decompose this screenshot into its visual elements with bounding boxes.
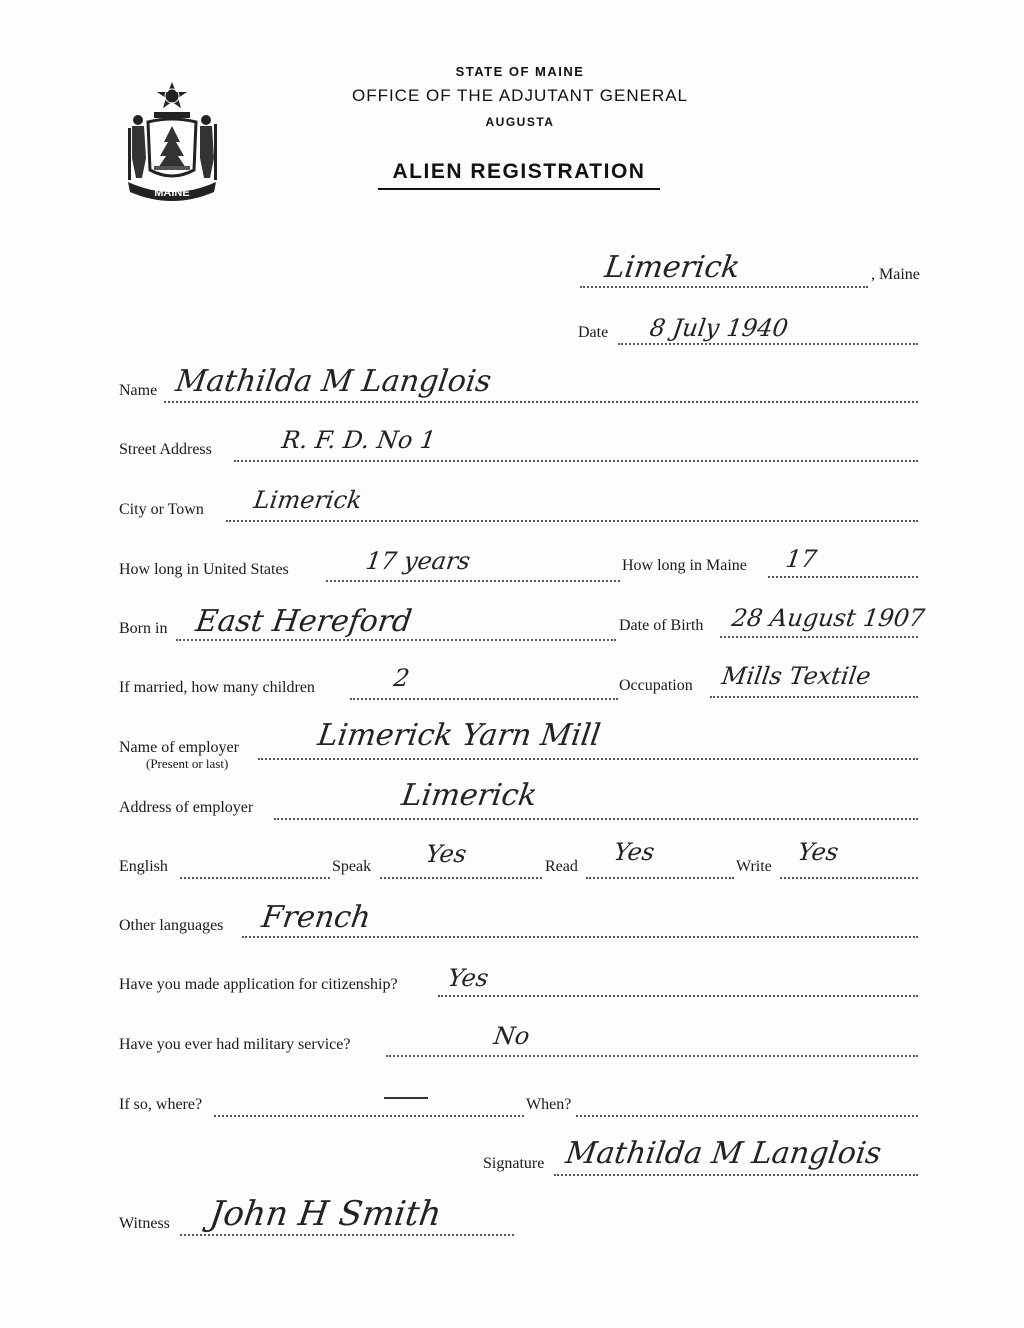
name-line xyxy=(164,401,918,403)
speak-value: Yes xyxy=(424,840,469,868)
english-label: English xyxy=(119,858,168,875)
read-value: Yes xyxy=(612,838,657,866)
how-long-us-value: 17 years xyxy=(364,547,472,575)
english-line xyxy=(180,877,330,879)
where-label: If so, where? xyxy=(119,1096,203,1113)
read-line xyxy=(586,877,734,879)
employer-value: Limerick Yarn Mill xyxy=(315,718,603,753)
state-seal-icon xyxy=(118,78,226,204)
employer-line xyxy=(258,758,918,760)
when-label: When? xyxy=(526,1096,572,1113)
dob-label: Date of Birth xyxy=(619,617,704,634)
children-value: 2 xyxy=(392,664,412,692)
place-suffix-label: , Maine xyxy=(871,266,920,283)
place-line xyxy=(580,286,868,288)
header-office: OFFICE OF THE ADJUTANT GENERAL xyxy=(351,86,689,105)
how-long-us-line xyxy=(326,580,620,582)
born-in-line xyxy=(176,639,616,641)
military-line xyxy=(386,1055,918,1057)
occupation-line xyxy=(710,696,918,698)
speak-line xyxy=(380,877,542,879)
name-label: Name xyxy=(119,382,158,399)
military-label: Have you ever had military service? xyxy=(119,1036,351,1053)
where-line xyxy=(214,1115,524,1117)
when-line xyxy=(576,1115,918,1117)
employer-label: Name of employer xyxy=(119,739,239,756)
how-long-us-label: How long in United States xyxy=(119,561,289,578)
how-long-maine-line xyxy=(768,576,918,578)
citizenship-label: Have you made application for citizenship? xyxy=(119,976,398,993)
witness-value: John H Smith xyxy=(207,1194,444,1234)
write-label: Write xyxy=(736,858,772,875)
employer-address-value: Limerick xyxy=(399,778,540,813)
header-city: AUGUSTA xyxy=(485,115,555,129)
witness-label: Witness xyxy=(119,1215,170,1232)
seal-banner-text: MAINE xyxy=(154,187,190,199)
citizenship-value: Yes xyxy=(446,964,491,992)
other-languages-label: Other languages xyxy=(119,917,224,934)
read-label: Read xyxy=(545,858,578,875)
date-line xyxy=(618,343,918,345)
name-value: Mathilda M Langlois xyxy=(173,364,494,399)
write-line xyxy=(780,877,918,879)
other-languages-value: French xyxy=(259,900,373,935)
signature-value: Mathilda M Langlois xyxy=(563,1136,884,1171)
signature-line xyxy=(554,1174,918,1176)
how-long-maine-value: 17 xyxy=(784,545,819,573)
other-languages-line xyxy=(242,936,918,938)
city-value: Limerick xyxy=(252,486,364,514)
city-line xyxy=(226,520,918,522)
city-label: City or Town xyxy=(119,501,204,518)
speak-label: Speak xyxy=(332,858,372,875)
citizenship-line xyxy=(438,995,918,997)
military-value: No xyxy=(492,1022,532,1050)
date-label: Date xyxy=(578,324,609,341)
employer-sub-label: (Present or last) xyxy=(146,756,229,771)
children-line xyxy=(350,698,618,700)
witness-line xyxy=(180,1234,514,1236)
street-line xyxy=(234,460,918,462)
children-label: If married, how many children xyxy=(119,679,315,696)
employer-address-line xyxy=(274,818,918,820)
born-in-value: East Hereford xyxy=(193,604,414,639)
form-title: ALIEN REGISTRATION xyxy=(378,160,660,190)
street-label: Street Address xyxy=(119,441,212,458)
dob-value: 28 August 1907 xyxy=(730,604,927,632)
dob-line xyxy=(720,636,918,638)
where-dash-mark xyxy=(384,1097,428,1099)
how-long-maine-label: How long in Maine xyxy=(622,557,747,574)
street-value: R. F. D. No 1 xyxy=(280,426,438,454)
signature-label: Signature xyxy=(483,1155,545,1172)
date-value: 8 July 1940 xyxy=(648,314,790,342)
employer-address-label: Address of employer xyxy=(119,799,254,816)
occupation-label: Occupation xyxy=(619,677,693,694)
header-state: STATE OF MAINE xyxy=(455,64,585,79)
occupation-value: Mills Textile xyxy=(720,662,873,690)
born-in-label: Born in xyxy=(119,620,168,637)
write-value: Yes xyxy=(796,838,841,866)
place-value: Limerick xyxy=(602,250,743,285)
